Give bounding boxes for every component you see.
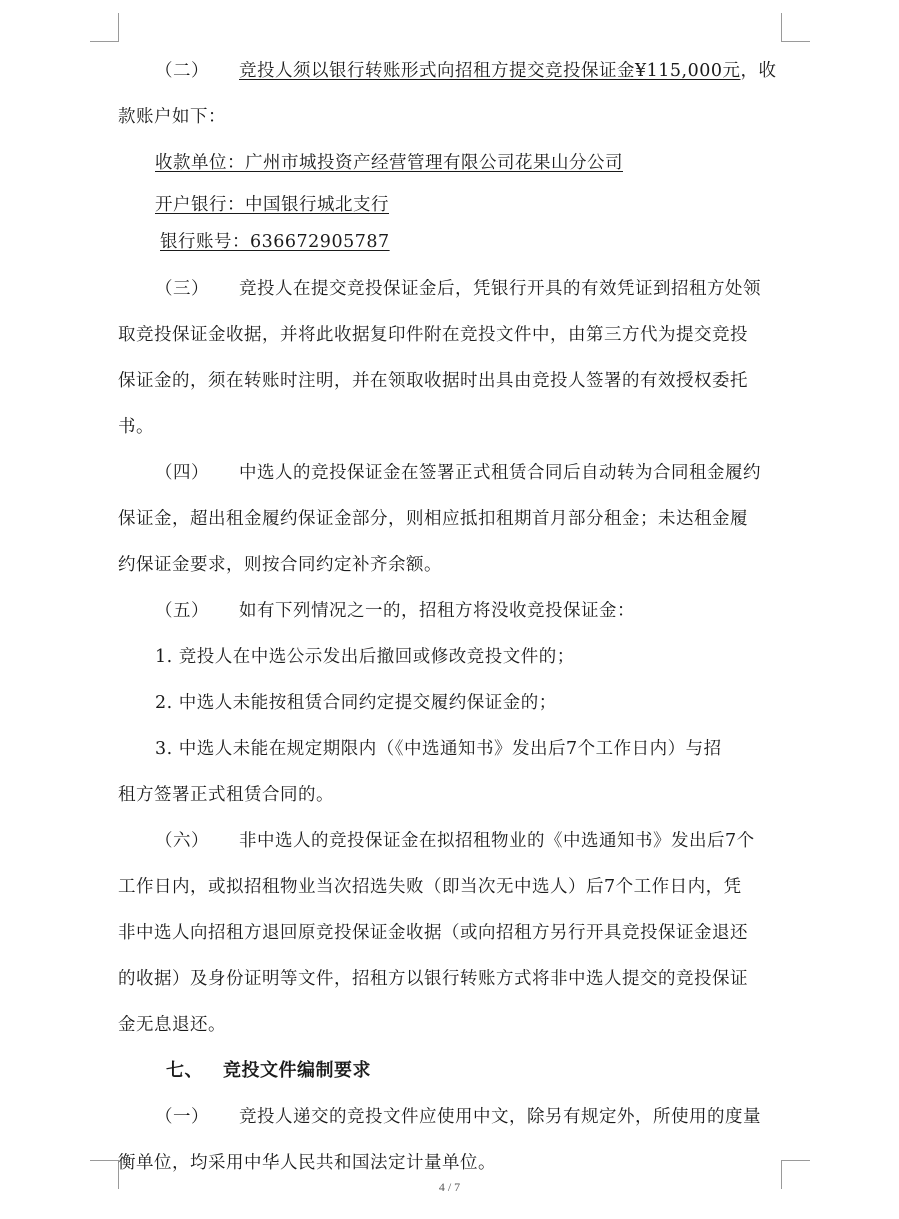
paragraph-4-number: （四） — [155, 463, 209, 483]
paragraph-7-1-text-1: 竞投人递交的竞投文件应使用中文，除另有规定外，所使用的度量 — [239, 1107, 761, 1127]
paragraph-4-text-1: 中选人的竞投保证金在签署正式租赁合同后自动转为合同租金履约 — [239, 463, 761, 483]
deposit-amount-text: 竞投人须以银行转账形式向招租方提交竞投保证金¥115,000元 — [239, 61, 741, 81]
crop-mark-top-right — [781, 13, 810, 42]
paragraph-7-1-line-1 — [118, 1094, 782, 1140]
page-number: 4 / 7 — [438, 1180, 461, 1194]
paragraph-6-line-3: 非中选人向招租方退回原竞投保证金收据（或向招租方另行开具竞投保证金退还 — [118, 923, 748, 943]
section-heading-7 — [118, 1048, 782, 1094]
paragraph-5-line-1 — [118, 588, 782, 634]
paragraph-4-line-2: 保证金，超出租金履约保证金部分，则相应抵扣租期首月部分租金；未达租金履 — [118, 509, 748, 529]
payee-text: 收款单位：广州市城投资产经营管理有限公司花果山分公司 — [155, 153, 623, 173]
paragraph-5-number: （五） — [155, 601, 209, 621]
paragraph-3-text-1: 竞投人在提交竞投保证金后，凭银行开具的有效凭证到招租方处领 — [239, 279, 761, 299]
account-text: 银行账号：636672905787 — [160, 232, 390, 252]
heading-7-title: 竞投文件编制要求 — [223, 1060, 371, 1081]
paragraph-6-line-5: 金无息退还。 — [118, 1015, 226, 1035]
bank-text: 开户银行：中国银行城北支行 — [155, 195, 389, 215]
crop-mark-top-left — [90, 13, 119, 42]
paragraph-6-line-1 — [118, 818, 782, 864]
paragraph-3-number: （三） — [155, 279, 209, 299]
paragraph-3-line-4: 书。 — [118, 417, 154, 437]
list-item-3: 3. 中选人未能在规定期限内（《中选通知书》发出后7个工作日内）与招 — [155, 739, 722, 759]
bank-line — [118, 186, 782, 224]
paragraph-5-text: 如有下列情况之一的，招租方将没收竞投保证金： — [239, 601, 635, 621]
paragraph-6-number: （六） — [155, 831, 209, 851]
paragraph-3-line-2: 取竞投保证金收据，并将此收据复印件附在竞投文件中，由第三方代为提交竞投 — [118, 325, 748, 345]
page-content — [118, 48, 782, 1186]
list-item-1: 1. 竞投人在中选公示发出后撤回或修改竞投文件的； — [155, 647, 575, 667]
paragraph-7-1-line-2: 衡单位，均采用中华人民共和国法定计量单位。 — [118, 1153, 496, 1173]
heading-7-number: 七、 — [166, 1060, 203, 1081]
list-item-3-cont: 租方签署正式租赁合同的。 — [118, 785, 334, 805]
paragraph-6-text-1: 非中选人的竞投保证金在拟招租物业的《中选通知书》发出后7个 — [239, 831, 755, 851]
paragraph-3-line-1 — [118, 266, 782, 312]
paragraph-6-line-2: 工作日内，或拟招租物业当次招选失败（即当次无中选人）后7个工作日内，凭 — [118, 877, 742, 897]
paragraph-2-rest: ，收 — [740, 61, 777, 81]
paragraph-3-line-3: 保证金的，须在转账时注明，并在领取收据时出具由竞投人签署的有效授权委托 — [118, 371, 748, 391]
paragraph-6-line-4: 的收据）及身份证明等文件，招租方以银行转账方式将非中选人提交的竞投保证 — [118, 969, 748, 989]
paragraph-7-1-number: （一） — [155, 1107, 209, 1127]
account-line — [118, 224, 782, 266]
paragraph-2-line-1 — [118, 48, 782, 94]
payee-line — [118, 140, 782, 186]
paragraph-4-line-3: 约保证金要求，则按合同约定补齐余额。 — [118, 555, 442, 575]
paragraph-4-line-1 — [118, 450, 782, 496]
paragraph-2-line-2: 款账户如下： — [118, 107, 226, 127]
paragraph-2-number: （二） — [155, 61, 209, 81]
list-item-2: 2. 中选人未能按租赁合同约定提交履约保证金的； — [155, 693, 557, 713]
